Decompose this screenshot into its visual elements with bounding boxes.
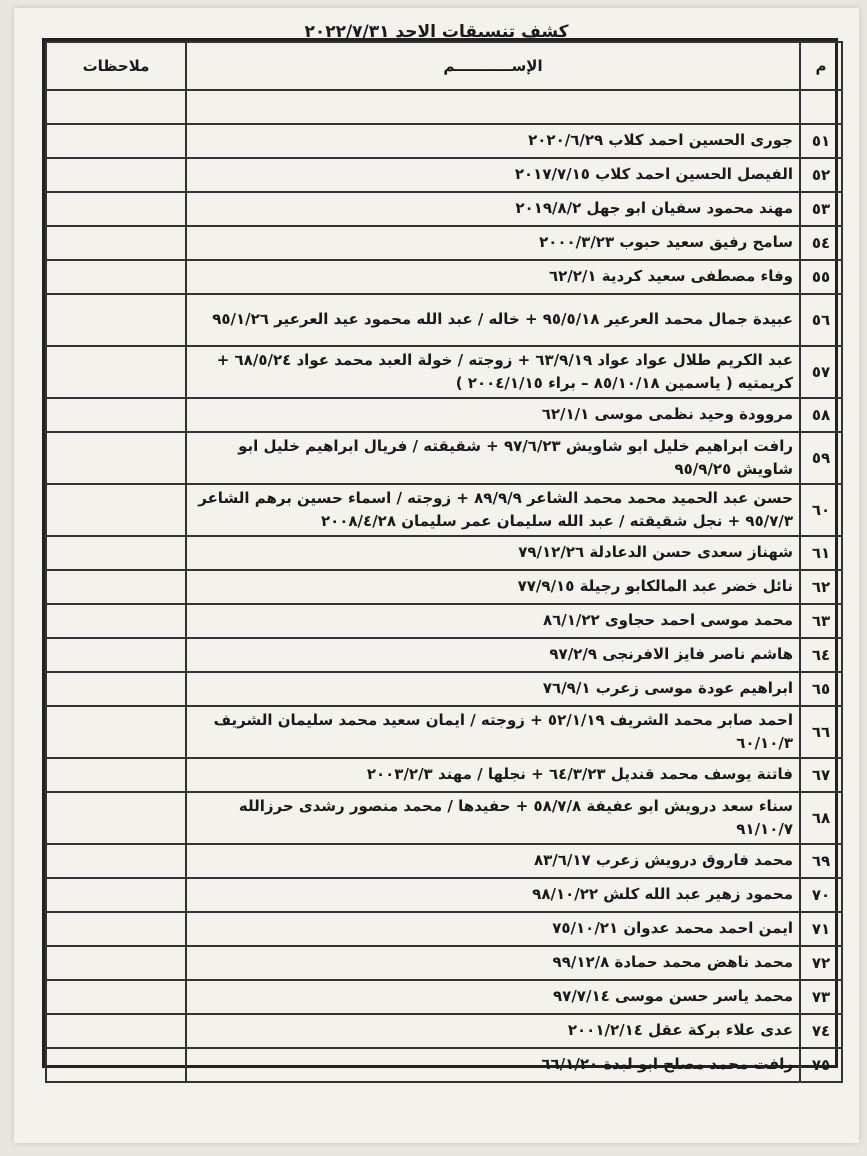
row-notes (46, 158, 186, 192)
row-notes (46, 980, 186, 1014)
row-number: ٦٠ (800, 484, 842, 536)
row-name: رافت محمد مصلح ابو لبدة ٦٦/١/٢٠ (186, 1048, 800, 1082)
row-number: ٦٧ (800, 758, 842, 792)
row-number: ٥٧ (800, 346, 842, 398)
header-name: الإســـــــــــم (186, 42, 800, 90)
row-name: محمد موسى احمد حجاوى ٨٦/١/٢٢ (186, 604, 800, 638)
row-name: وفاء مصطفى سعيد كردية ٦٢/٢/١ (186, 260, 800, 294)
table-row (46, 604, 842, 638)
table-row (46, 484, 842, 536)
row-number: ٦٤ (800, 638, 842, 672)
row-notes (46, 484, 186, 536)
row-notes (46, 1014, 186, 1048)
row-name: الفيصل الحسين احمد كلاب ٢٠١٧/٧/١٥ (186, 158, 800, 192)
table-row (46, 192, 842, 226)
table-row (46, 260, 842, 294)
row-name: حسن عبد الحميد محمد محمد الشاعر ٨٩/٩/٩ + زوجته / اسماء حسين برهم الشاعر ٩٥/٧/٣ + نجل شقيقته / عبد الله سليمان عمر سليمان ٢٠٠٨/٤/٢٨ (186, 484, 800, 536)
table-row (46, 878, 842, 912)
row-name: سامح رفيق سعيد حبوب ٢٠٠٠/٣/٢٣ (186, 226, 800, 260)
row-notes (46, 570, 186, 604)
row-number: ٦٥ (800, 672, 842, 706)
row-name: عبد الكريم طلال عواد عواد ٦٣/٩/١٩ + زوجته / خولة العبد محمد عواد ٦٨/٥/٢٤ + كريمتيه ( ياسمين ٨٥/١٠/١٨ – براء ٢٠٠٤/١/١٥ ) (186, 346, 800, 398)
row-notes (46, 706, 186, 758)
row-number: ٧٠ (800, 878, 842, 912)
header-number: م (800, 42, 842, 90)
row-name: شهناز سعدى حسن الدعادلة ٧٩/١٢/٢٦ (186, 536, 800, 570)
row-number: ٧٥ (800, 1048, 842, 1082)
table-row (46, 346, 842, 398)
row-number: ٥٤ (800, 226, 842, 260)
row-notes (46, 672, 186, 706)
row-notes (46, 432, 186, 484)
row-notes (46, 638, 186, 672)
row-notes (46, 192, 186, 226)
row-number: ٧٢ (800, 946, 842, 980)
row-name: رافت ابراهيم خليل ابو شاويش ٩٧/٦/٢٣ + شقيقته / فريال ابراهيم خليل ابو شاويش ٩٥/٩/٢٥ (186, 432, 800, 484)
row-number: ٥٨ (800, 398, 842, 432)
table-row (46, 912, 842, 946)
row-notes (46, 758, 186, 792)
row-notes (46, 604, 186, 638)
row-notes (46, 346, 186, 398)
table-row (46, 706, 842, 758)
row-number: ٥٣ (800, 192, 842, 226)
table-row (46, 980, 842, 1014)
row-notes (46, 536, 186, 570)
row-name: محمد ناهض محمد حمادة ٩٩/١٢/٨ (186, 946, 800, 980)
row-name: عدى علاء بركة عقل ٢٠٠١/٢/١٤ (186, 1014, 800, 1048)
row-name: احمد صابر محمد الشريف ٥٢/١/١٩ + زوجته / ايمان سعيد محمد سليمان الشريف ٦٠/١٠/٣ (186, 706, 800, 758)
row-name: ايمن احمد محمد عدوان ٧٥/١٠/٢١ (186, 912, 800, 946)
row-number: ٥٢ (800, 158, 842, 192)
row-number: ٧٣ (800, 980, 842, 1014)
table-row (46, 792, 842, 844)
table-row (46, 672, 842, 706)
coordination-table-frame (42, 38, 838, 1074)
row-notes (46, 90, 186, 124)
row-notes (46, 226, 186, 260)
table-row (46, 1014, 842, 1048)
row-notes (46, 294, 186, 346)
row-number: ٥٦ (800, 294, 842, 346)
row-notes (46, 260, 186, 294)
table-row (46, 536, 842, 570)
row-number: ٥٥ (800, 260, 842, 294)
row-number (800, 90, 842, 124)
row-notes (46, 878, 186, 912)
row-notes (46, 1048, 186, 1082)
table-body (46, 90, 842, 1082)
row-number: ٧٤ (800, 1014, 842, 1048)
table-row (46, 1048, 842, 1082)
table-row (46, 570, 842, 604)
row-name: مهند محمود سفيان ابو جهل ٢٠١٩/٨/٢ (186, 192, 800, 226)
row-name: محمد فاروق درويش زعرب ٨٣/٦/١٧ (186, 844, 800, 878)
row-name: محمود زهير عبد الله كلش ٩٨/١٠/٢٢ (186, 878, 800, 912)
row-name: فاتنة يوسف محمد قنديل ٦٤/٣/٢٣ + نجلها / مهند ٢٠٠٣/٢/٣ (186, 758, 800, 792)
table-row (46, 758, 842, 792)
row-name: جورى الحسين احمد كلاب ٢٠٢٠/٦/٢٩ (186, 124, 800, 158)
document-page (14, 8, 859, 1143)
row-number: ٦٩ (800, 844, 842, 878)
table-row (46, 226, 842, 260)
document-title: كشف تنسيقات الاحد ٢٠٢٢/٧/٣١ (304, 22, 569, 42)
row-number: ٦٦ (800, 706, 842, 758)
table-row (46, 90, 842, 124)
table-row (46, 294, 842, 346)
row-notes (46, 946, 186, 980)
header-notes: ملاحظات (46, 42, 186, 90)
row-notes (46, 912, 186, 946)
row-name: محمد ياسر حسن موسى ٩٧/٧/١٤ (186, 980, 800, 1014)
table-row (46, 398, 842, 432)
table-header-row (46, 42, 842, 90)
row-name (186, 90, 800, 124)
table-row (46, 124, 842, 158)
row-name: مروودة وحيد نظمى موسى ٦٢/١/١ (186, 398, 800, 432)
row-name: سناء سعد درويش ابو عفيفة ٥٨/٧/٨ + حفيدها / محمد منصور رشدى حرزالله ٩١/١٠/٧ (186, 792, 800, 844)
row-notes (46, 398, 186, 432)
row-number: ٦٣ (800, 604, 842, 638)
row-name: ابراهيم عودة موسى زعرب ٧٦/٩/١ (186, 672, 800, 706)
coordination-table (45, 41, 843, 1083)
row-notes (46, 844, 186, 878)
table-row (46, 158, 842, 192)
row-name: نائل خضر عبد المالكابو رجيلة ٧٧/٩/١٥ (186, 570, 800, 604)
row-number: ٥٩ (800, 432, 842, 484)
row-notes (46, 792, 186, 844)
row-number: ٦٨ (800, 792, 842, 844)
row-number: ٦١ (800, 536, 842, 570)
row-number: ٦٢ (800, 570, 842, 604)
row-name: هاشم ناصر فايز الافرنجى ٩٧/٢/٩ (186, 638, 800, 672)
row-name: عبيدة جمال محمد العرعير ٩٥/٥/١٨ + خاله / عبد الله محمود عيد العرعير ٩٥/١/٢٦ (186, 294, 800, 346)
table-row (46, 638, 842, 672)
row-number: ٥١ (800, 124, 842, 158)
row-notes (46, 124, 186, 158)
table-row (46, 844, 842, 878)
table-row (46, 946, 842, 980)
table-row (46, 432, 842, 484)
row-number: ٧١ (800, 912, 842, 946)
